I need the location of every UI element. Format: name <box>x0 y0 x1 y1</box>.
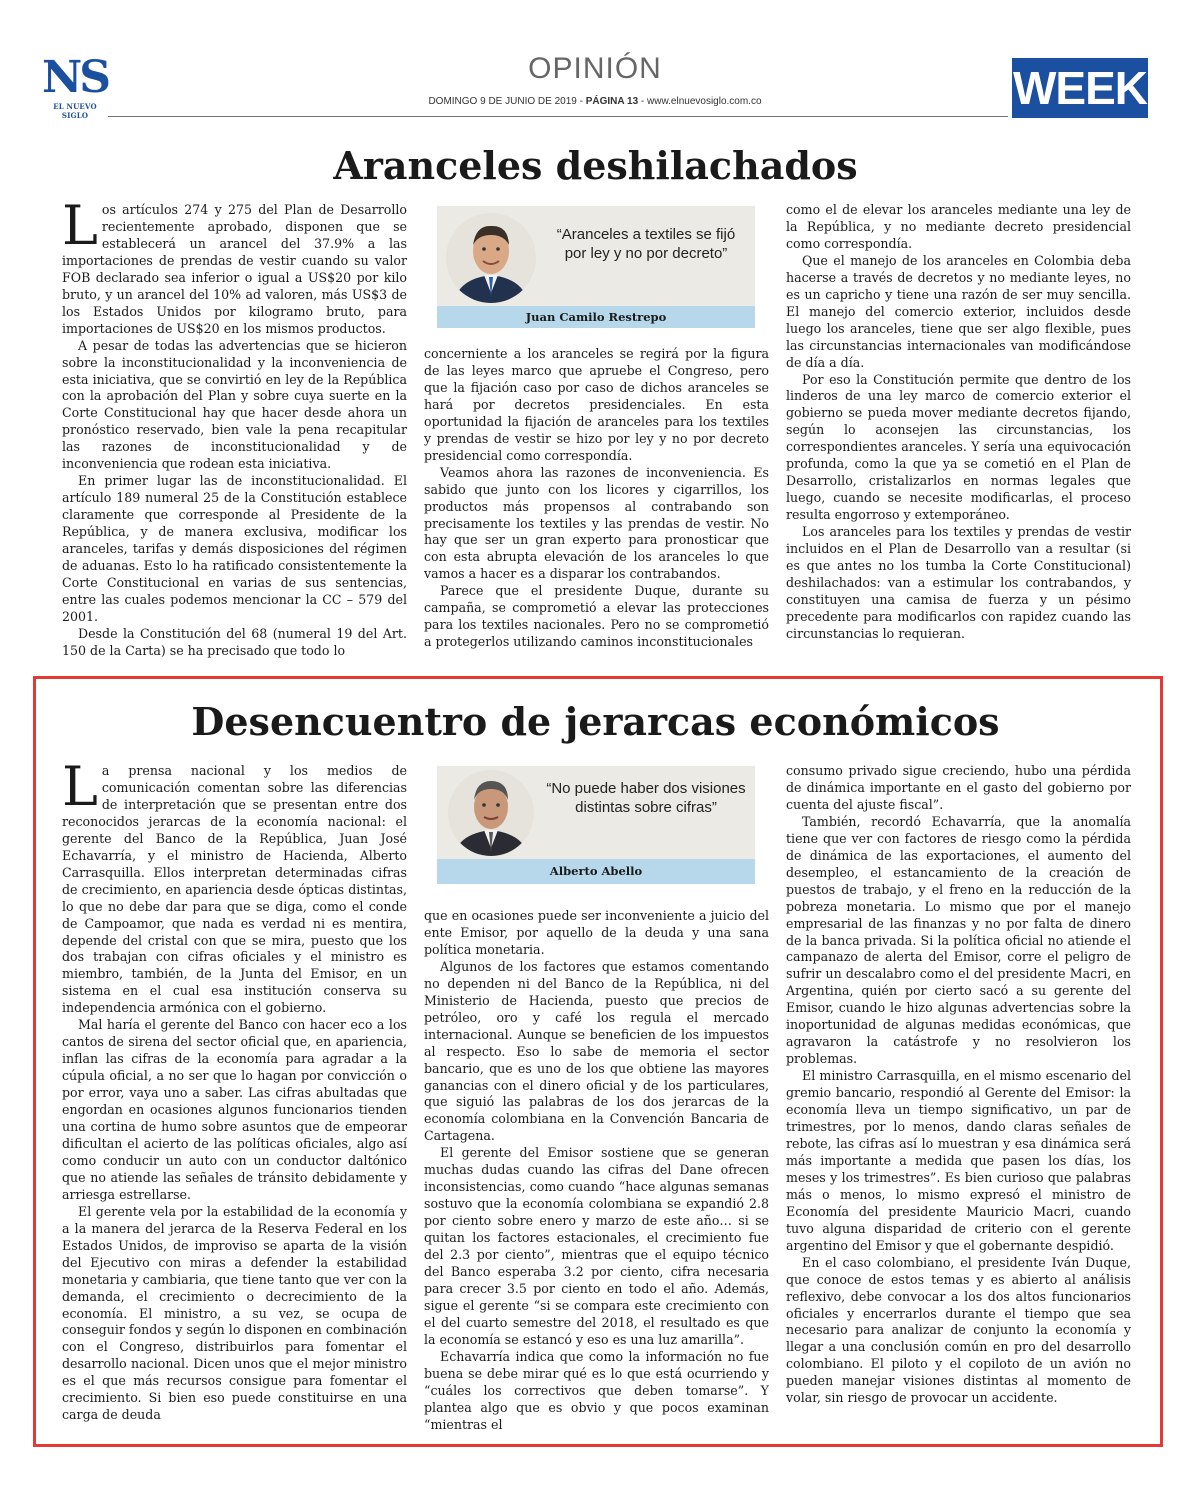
paragraph: a prensa nacional y los medios de comunicación comentan sobre las diferencias de interpretación que se presentan entre dos reconocidos jerarcas de la economía nacional: el gerente del Banco de la República, Juan José Echavarría, y el ministro de Hacienda, Alberto Carrasquilla. Ellos interpretan determinadas cifras de crecimiento, en apariencia desde ópticas distintas, lo que no debe dar para que se diga, como el conde de Campoamor, que nada es verdad ni es mentira, depende del cristal con que se mira, puesto que los dos trabajan con cifras oficiales y el ministro es miembro, también, de la Junta del Emisor, en un sistema en el cual esa institución conserva su independencia armónica con el gobierno. <box>62 763 407 1016</box>
portrait-image <box>446 213 536 303</box>
author-name: Alberto Abello <box>437 859 755 884</box>
header-rule <box>108 116 1008 117</box>
article-2-headline: Desencuentro de jerarcas económicos <box>191 699 1000 744</box>
article-1-column-1 <box>62 194 407 660</box>
paragraph: Algunos de los factores que estamos comentando no dependen ni del Banco de la República, ni del Ministerio de Hacienda, puesto que precios de petróleo, oro y café los regula el mercado internacional. Aunque se beneficien de los impuestos al respecto. Eso lo sabe de memoria el sector bancario, que es uno de los que obtiene las mayores ganancias con el dinero oficial y de los particulares, que siguió las palabras de los dos jerarcas de la economía colombiana en la Convención Bancaria de Cartagena. <box>424 958 769 1144</box>
paragraph: El ministro Carrasquilla, en el mismo escenario del gremio bancario, respondió al Gerente del Emisor: la economía lleva un tiempo significativo, un par de trimestres, por lo menos, dando claras señales de rebote, las cifras así lo muestran y esa dinámica será más importante a medida que pasen los días, los meses y los trimestres”. Es bien curioso que palabras más o menos, lo mismo expresó el ministro de Economía del presidente Mauricio Macri, cuando tuvo alguna disparidad de criterio con el gerente argentino del Emisor y que el gobernante despidió. <box>786 1068 1131 1253</box>
article-2-column-3 <box>786 763 1131 1407</box>
paragraph: Por eso la Constitución permite que dentro de los linderos de una ley marco de comercio exterior el gobierno se pueda mover mediante decretos fijando, según lo aconsejen las circunstancias, los correspondientes aranceles. Y sería una equivocación profunda, como la que ya se cometió en el Plan de Desarrollo, cristalizarlos en normas legales que luego, cuando se necesite modificarlas, el proceso resulta engorroso y extemporáneo. <box>786 371 1131 523</box>
logo-letters: NS <box>42 52 108 103</box>
pull-quote: “Aranceles a textiles se fijó por ley y no por decreto” <box>556 226 736 262</box>
portrait-image <box>448 770 534 856</box>
paragraph: También, recordó Echavarría, que la anomalía tiene que ver con factores de riesgo como la pérdida de dinámica de las exportaciones, el aumento del desempleo, el estancamiento de la creación de puestos de trabajo, y el freno en la reducción de la pobreza monetaria. Lo mismo que por el manejo empresarial de las finanzas y no por falta de dinero de la banca privada. Si la política oficial no atiende el campanazo de alerta del Emisor, corre el peligro de sufrir un descalabro como el del presidente Macri, en Argentina, quién por cierto sacó a su gerente del Emisor, cuando le hizo algunas advertencias sobre la inoportunidad de algunas medidas económicas, que agravaron la catástrofe y no resolvieron los problemas. <box>786 813 1131 1067</box>
paragraph: como el de elevar los aranceles mediante una ley de la República, y no mediante decreto presidencial como correspondía. <box>786 202 1131 251</box>
article-1-column-2 <box>424 346 769 651</box>
author-name: Juan Camilo Restrepo <box>437 306 755 328</box>
paragraph: En primer lugar las de inconstitucionalidad. El artículo 189 numeral 25 de la Constitución establece claramente que corresponde al Presidente de la República, y de manera exclusiva, modificar los aranceles, tarifas y demás disposiciones del régimen de aduanas. Esto lo ha ratificado consistentemente la Corte Constitucional en varias de sus sentencias, entre las cuales podemos mencionar la CC – 579 del 2001. <box>62 473 407 624</box>
week-badge: WEEK <box>1012 58 1148 118</box>
site-url[interactable]: - www.elnuevosiglo.com.co <box>638 96 762 107</box>
drop-cap: L <box>62 755 98 818</box>
paragraph: Veamos ahora las razones de inconveniencia. Es sabido que junto con los licores y cigarrillos, los productos más propensos al contrabando son precisamente los textiles y las prendas de vestir. No hay que ser un gran experto para pronosticar que con esta abrupta elevación de los aranceles lo que vamos a hacer es a disparar los contrabandos. <box>424 464 769 582</box>
paragraph: El gerente del Emisor sostiene que se generan muchas dudas cuando las cifras del Dane ofrecen inconsistencias, como cuando “hace algunas semanas sostuvo que la economía colombiana se expandió 2.8 por ciento sobre enero y marzo de este año… si se quitan los factores estacionales, el crecimiento fue del 2.3 por ciento”, mientras que el equipo técnico del Banco esperaba 3.2 por ciento, cifra necesaria para crecer 3.5 por ciento en todo el año. Además, sigue el gerente “si se compara este crecimiento con el del cuarto semestre del 2018, el resultado es que la economía se estancó y eso es una luz amarilla”. <box>424 1145 769 1347</box>
paragraph: A pesar de todas las advertencias que se hicieron sobre la inconstitucionalidad y la inconveniencia de esta iniciativa, que se convirtió en ley de la República con la aprobación del Plan y sobre cuya suerte en la Corte Constitucional hay que hacer desde ahora un pronóstico reservado, bien vale la pena recapitular las razones de inconstitucionalidad y de inconveniencia que rodean esta iniciativa. <box>62 337 407 472</box>
paragraph: que en ocasiones puede ser inconveniente a juicio del ente Emisor, por aquello de la deuda y una sana política monetaria. <box>424 908 769 957</box>
section-title: OPINIÓN <box>528 52 662 85</box>
date-text: DOMINGO 9 DE JUNIO DE 2019 - <box>428 96 586 107</box>
paragraph: Desde la Constitución del 68 (numeral 19 del Art. 150 de la Carta) se ha precisado que todo lo <box>62 625 407 658</box>
article-2-column-2 <box>424 908 769 1434</box>
drop-cap: L <box>62 194 98 257</box>
paragraph: Que el manejo de los aranceles en Colombia deba hacerse a través de decretos y no mediante leyes, no es un capricho y tiene una razón de ser muy sencilla. El manejo del comercio exterior, incluidos desde luego los aranceles, tiene que ser algo flexible, pues las circunstancias internacionales van modificándose de día a día. <box>786 252 1131 370</box>
paragraph: os artículos 274 y 275 del Plan de Desarrollo recientemente aprobado, disponen que se establecerá un arancel del 37.9% a las importaciones de prendas de vestir cuando su valor FOB declarado sea inferior o igual a US$20 por kilo bruto, y un arancel del 10% ad valoren, más US$3 de los Estados Unidos por kilogramo bruto, para importaciones de US$20 en los mismos productos. <box>62 202 407 336</box>
dateline <box>398 96 792 107</box>
paragraph: En el caso colombiano, el presidente Iván Duque, que conoce de estos temas y es abierto al análisis reflexivo, debe convocar a los dos altos funcionarios oficiales y encerrarlos durante el tiempo que sea necesario para analizar de conjunto la economía y llegar a una conclusión común en pro del desarrollo colombiano. El piloto y el copiloto de un avión no pueden manejar visiones distintas al momento de volar, sin riesgo de provocar un accidente. <box>786 1254 1131 1406</box>
article-1-column-3 <box>786 202 1131 643</box>
paragraph: Los aranceles para los textiles y prendas de vestir incluidos en el Plan de Desarrollo van a resultar (si es que antes no los tumba la Corte Constitucional) deshilachados: van a estimular los contrabandos, y constituyen una camisa de fuerza y un pésimo precedente para modificarlos con rapidez cuando las circunstancias lo requieran. <box>786 524 1131 641</box>
article-2-column-1 <box>62 755 407 1424</box>
paragraph: concerniente a los aranceles se regirá por la figura de las leyes marco que apruebe el Congreso, pero que la fijación caso por caso de dichos aranceles se hará por decretos presidenciales. En esta oportunidad la fijación de aranceles para los textiles y prendas de vestir se hizo por ley y no por decreto presidencial como correspondía. <box>424 346 769 463</box>
paragraph: consumo privado sigue creciendo, hubo una pérdida de dinámica importante en el gasto del gobierno por cuenta del ajuste fiscal”. <box>786 763 1131 812</box>
author-portrait <box>448 770 534 856</box>
author-portrait <box>446 213 536 303</box>
newspaper-logo[interactable] <box>42 52 108 120</box>
logo-subtitle: EL NUEVO SIGLO <box>53 102 97 120</box>
pull-quote: “No puede haber dos visiones distintas sobre cifras” <box>546 780 746 816</box>
article-1-headline: Aranceles deshilachados <box>333 143 858 188</box>
page-number: PÁGINA 13 <box>585 96 639 107</box>
paragraph: Parece que el presidente Duque, durante su campaña, se comprometió a elevar las protecciones para los textiles nacionales. Pero no se comprometió a protegerlos utilizando caminos inconstitucionales <box>424 583 769 650</box>
paragraph: El gerente vela por la estabilidad de la economía y a la manera del jerarca de la Reserva Federal en los Estados Unidos, de improviso se aparta de la visión del Ejecutivo con miras a defender la estabilidad monetaria y cambiaria, que tiene tanto que ver con la demanda, el crecimiento o decrecimiento de la economía. El ministro, a su vez, se ocupa de conseguir fondos y según lo disponen en combinación con el Congreso, distribuirlos para fomentar el desarrollo nacional. Dicen unos que el mejor ministro es el que más recursos consigue para fomentar el crecimiento. Si bien eso puede constituirse en una carga de deuda <box>62 1203 407 1423</box>
paragraph: Mal haría el gerente del Banco con hacer eco a los cantos de sirena del sector oficial que, en apariencia, inflan las cifras de la economía para agradar a la cúpula oficial, a no ser que lo hagan por convicción o por error, vaya uno a saber. Las cifras abultadas que engordan en ocasiones algunos funcionarios tienden una cortina de humo sobre asuntos que de empeorar dificultan el acierto de las políticas oficiales, algo así como conducir un auto con un conductor daltónico que no atiende las señales de tránsito debidamente y arriesga estrellarse. <box>62 1017 407 1202</box>
paragraph: Echavarría indica que como la información no fue buena se debe mirar qué es lo que está ocurriendo y “cuáles los correctivos que deben tomarse”. Y plantea algo que es obvio y que pocos examinan “mientras el <box>424 1348 769 1432</box>
